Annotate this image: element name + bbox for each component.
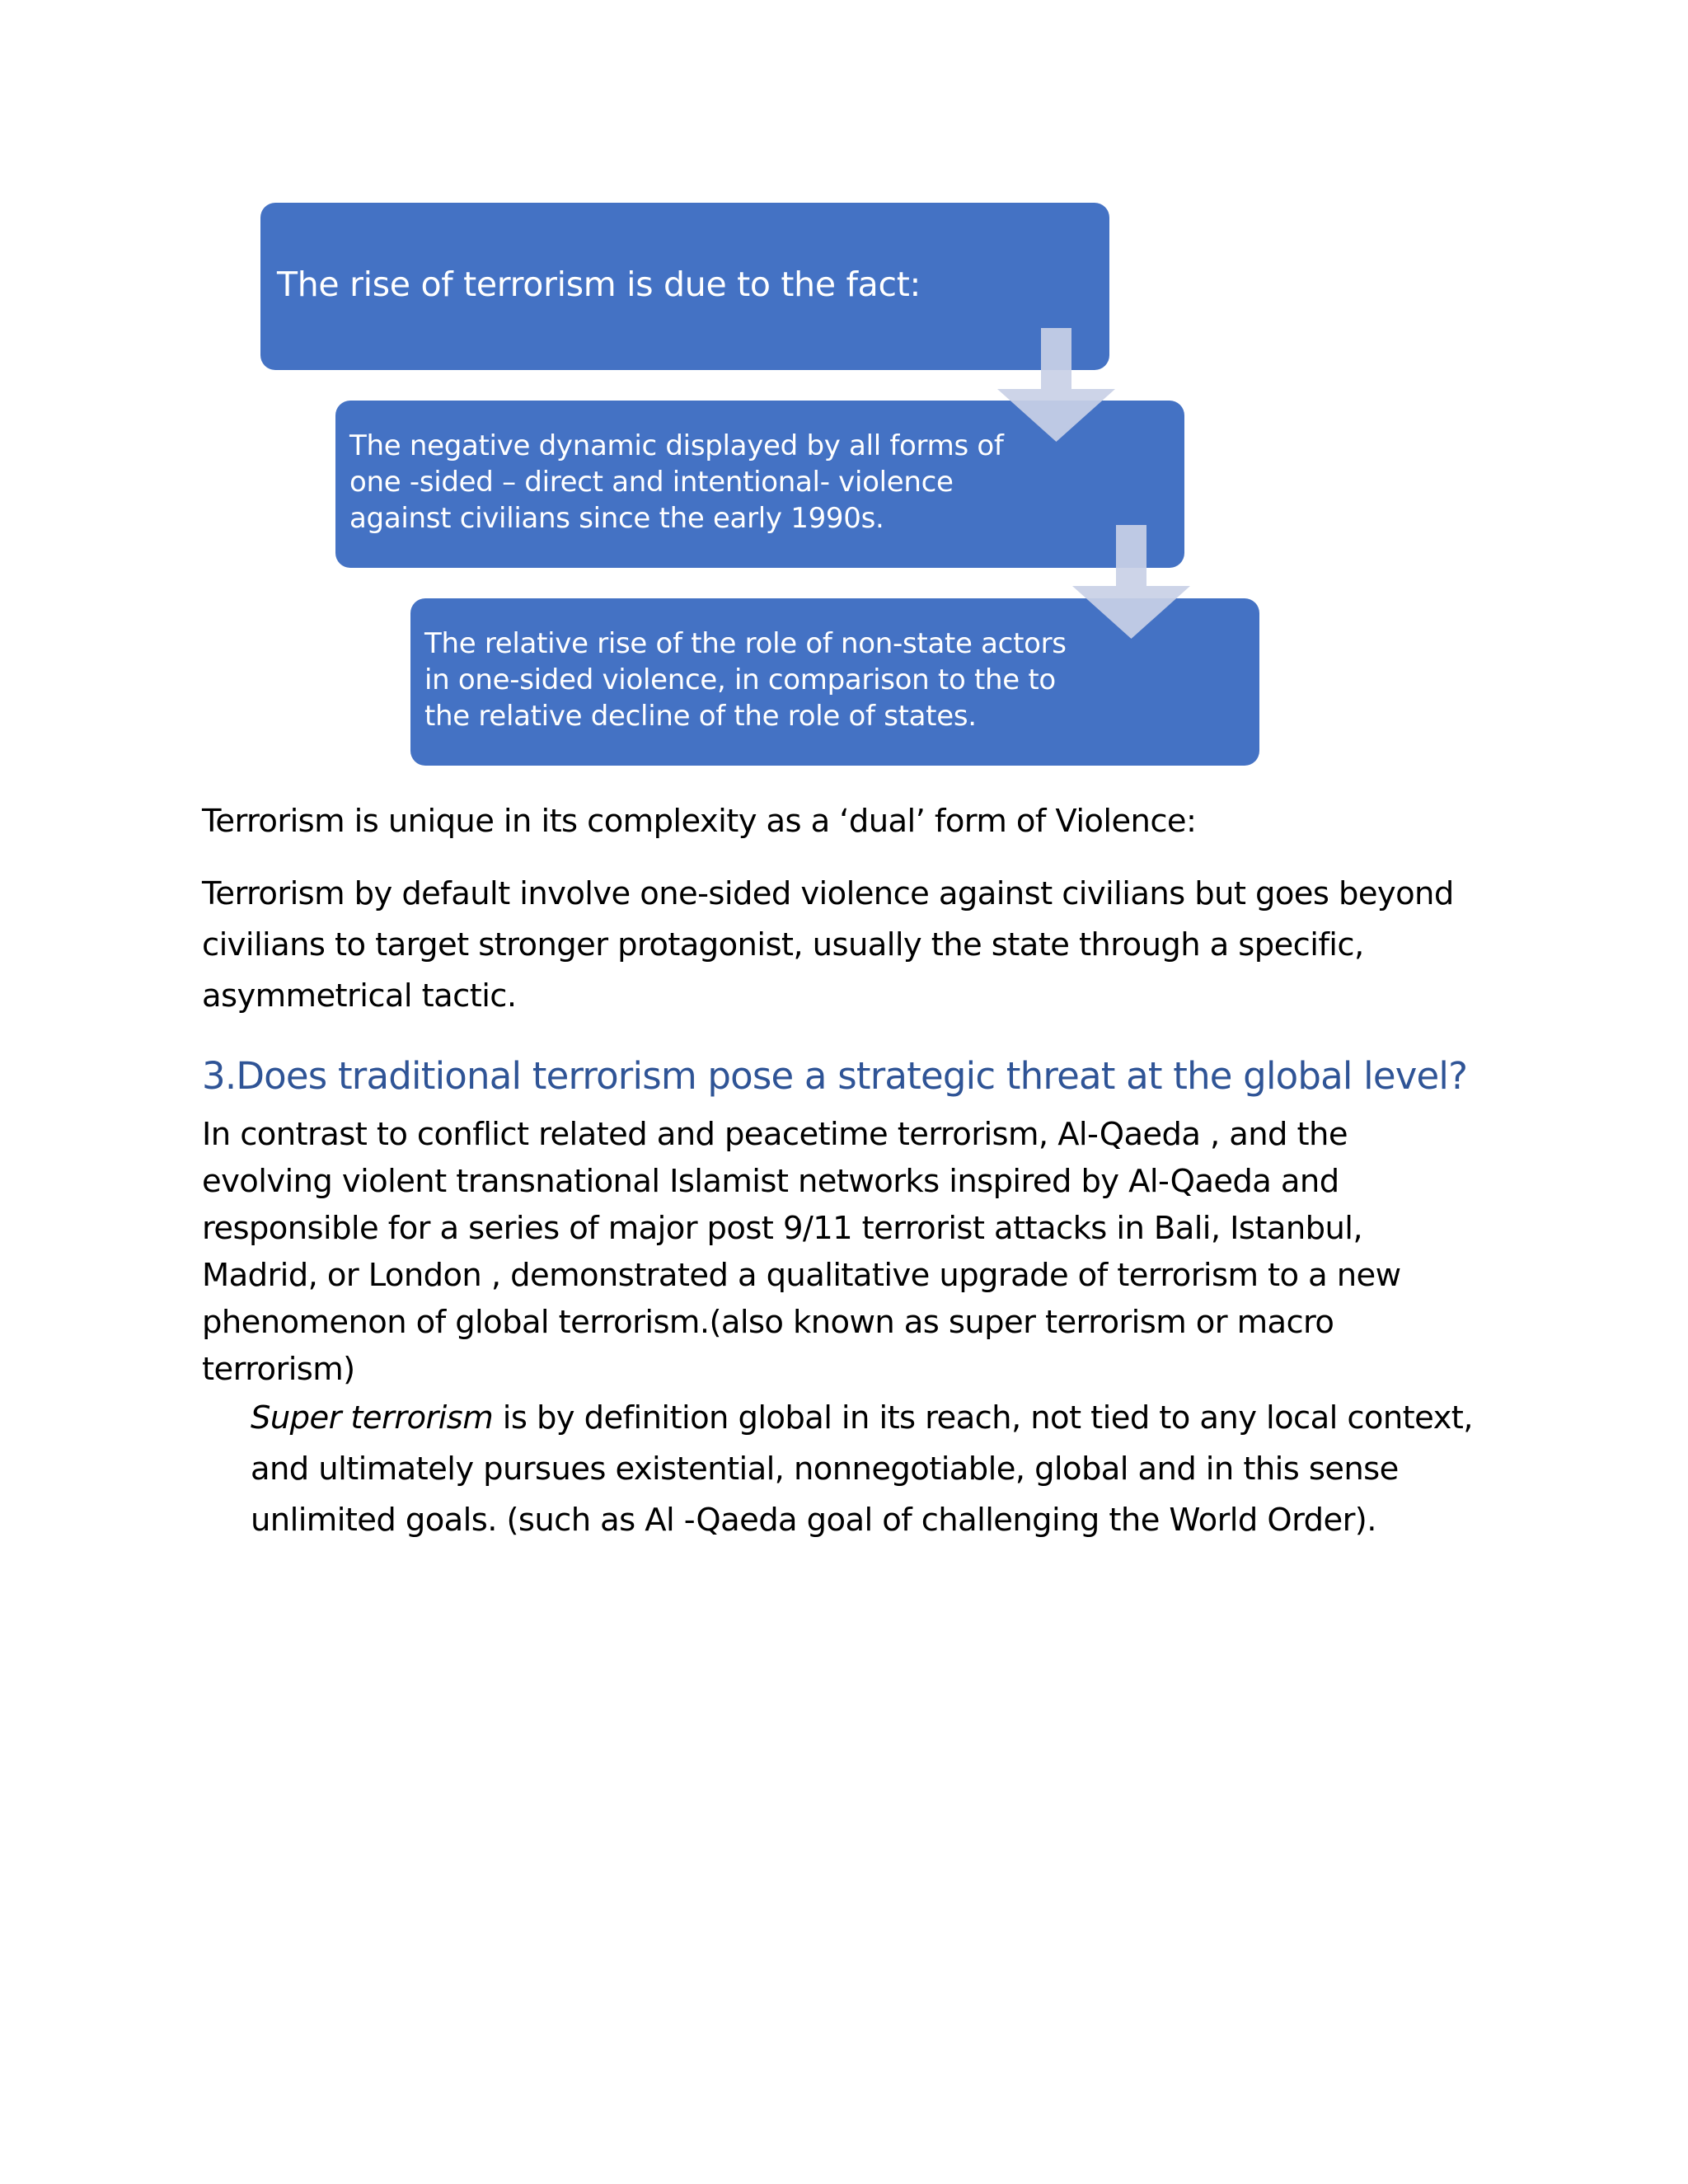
paragraph-line: Terrorism by default involve one-sided violence against civilians but goes beyond [202,875,1454,912]
paragraph-line: responsible for a series of major post 9/11 terrorist attacks in Bali, Istanbul, [202,1210,1363,1247]
paragraph-line: phenomenon of global terrorism.(also known as super terrorism or macro [202,1304,1334,1341]
section-heading: 3.Does traditional terrorism pose a strategic threat at the global level? [202,1054,1468,1098]
down-arrow-icon [997,328,1115,442]
paragraph-line [251,1393,1553,1444]
super-terrorism-paragraph [251,1393,1553,1546]
paragraph-text: is by definition global in its reach, not tied to any local context, [493,1399,1473,1436]
paragraph-line: civilians to target stronger protagonist, usually the state through a specific, [202,926,1364,963]
paragraph-line: In contrast to conflict related and peacetime terrorism, Al-Qaeda , and the [202,1116,1348,1153]
default-paragraph [202,869,1504,1022]
intro-paragraph: Terrorism is unique in its complexity as a ‘dual’ form of Violence: [202,803,1197,840]
paragraph-line: evolving violent transnational Islamist networks inspired by Al-Qaeda and [202,1163,1339,1200]
down-arrow-icon [1072,525,1190,639]
diagram-step-2-line: The negative dynamic displayed by all forms of [349,429,1004,462]
diagram-step-3-line: in one-sided violence, in comparison to the to [424,663,1056,696]
paragraph-line: asymmetrical tactic. [202,977,517,1015]
diagram-step-1 [260,203,1109,370]
paragraph-line: unlimited goals. (such as Al -Qaeda goal of challenging the World Order). [251,1502,1376,1539]
diagram-step-2-line: against civilians since the early 1990s. [349,502,884,535]
paragraph-line: Madrid, or London , demonstrated a qualitative upgrade of terrorism to a new [202,1257,1401,1294]
paragraph-line: and ultimately pursues existential, nonnegotiable, global and in this sense [251,1451,1399,1488]
super-terrorism-term: Super terrorism [251,1399,494,1436]
paragraph-line: terrorism) [202,1351,355,1388]
contrast-paragraph [202,1111,1504,1393]
process-diagram [0,0,1688,775]
diagram-step-3-line: The relative rise of the role of non-state actors [424,627,1067,660]
diagram-step-3-line: the relative decline of the role of states. [424,700,977,733]
diagram-step-1-text: The rise of terrorism is due to the fact: [277,264,921,304]
diagram-step-2-line: one -sided – direct and intentional- violence [349,466,954,499]
